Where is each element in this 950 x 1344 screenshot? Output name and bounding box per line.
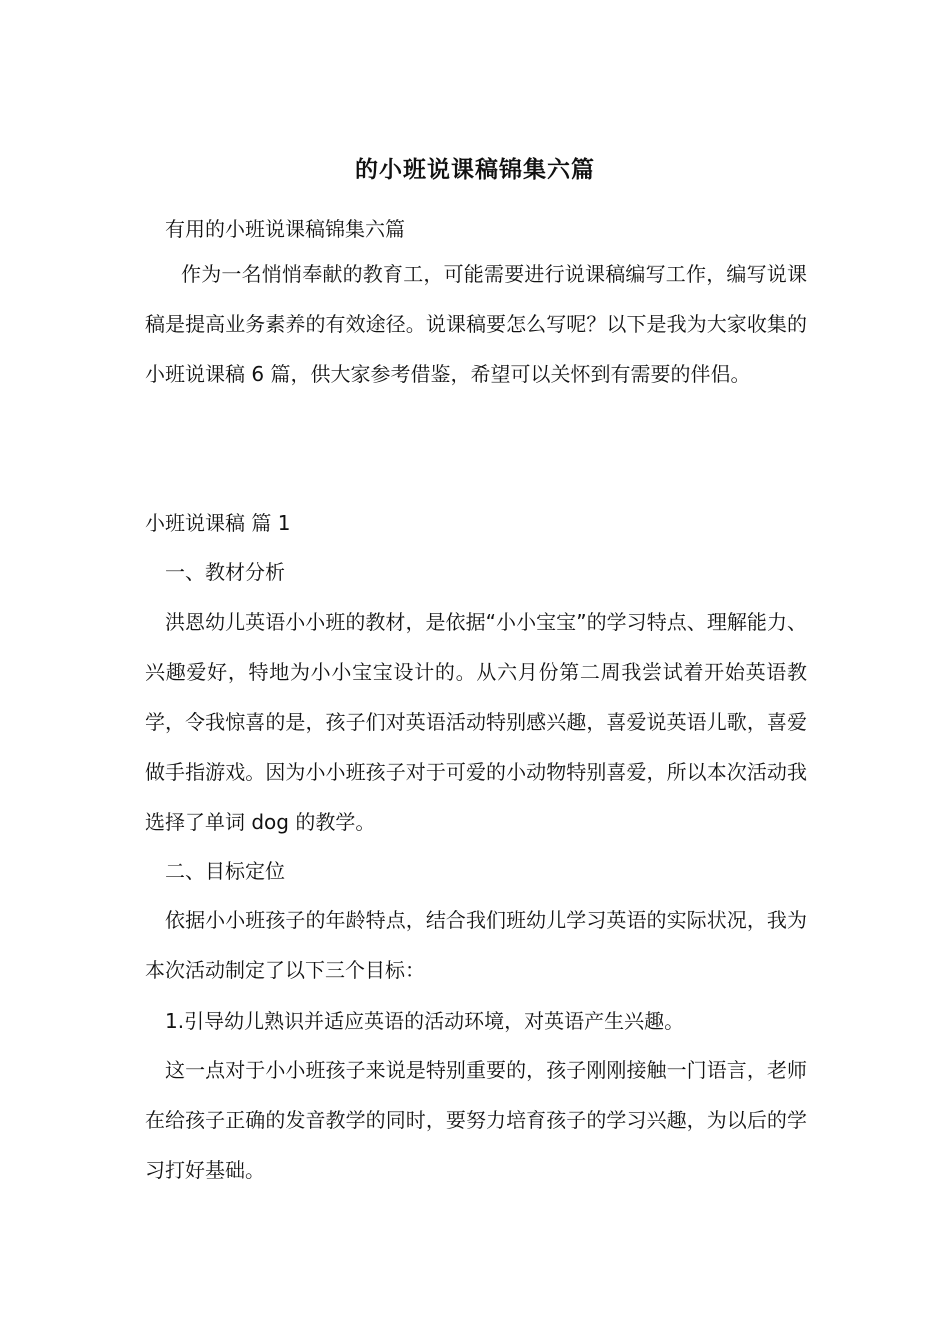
goal1-paragraph: 这一点对于小小班孩子来说是特别重要的，孩子刚刚接触一门语言，老师在给孩子正确的发音教学的同时，要努力培育孩子的学习兴趣，为以后的学习打好基础。 [145, 1058, 807, 1182]
section-heading: 小班说课稿 篇 1 [145, 511, 291, 535]
part2-paragraph: 依据小小班孩子的年龄特点，结合我们班幼儿学习英语的实际状况，我为本次活动制定了以下三个目标： [145, 908, 807, 982]
part1-heading: 一、教材分析 [165, 560, 285, 584]
goal1-item: 1.引导幼儿熟识并适应英语的活动环境，对英语产生兴趣。 [165, 1009, 685, 1033]
intro-paragraph: 作为一名悄悄奉献的教育工，可能需要进行说课稿编写工作，编写说课稿是提高业务素养的有效途径。说课稿要怎么写呢？以下是我为大家收集的小班说课稿 6 篇，供大家参考借鉴，希望可以关怀到有需要的伴侣。 [145, 262, 807, 386]
document-title: 的小班说课稿锦集六篇 [355, 157, 595, 183]
part2-heading: 二、目标定位 [165, 859, 285, 883]
document-subtitle: 有用的小班说课稿锦集六篇 [165, 217, 405, 241]
part1-paragraph: 洪恩幼儿英语小小班的教材，是依据“小小宝宝”的学习特点、理解能力、兴趣爱好，特地为小小宝宝设计的。从六月份第二周我尝试着开始英语教学，令我惊喜的是，孩子们对英语活动特别感兴趣，喜爱说英语儿歌，喜爱做手指游戏。因为小小班孩子对于可爱的小动物特别喜爱，所以本次活动我选择了单词 dog 的教学。 [145, 610, 807, 834]
